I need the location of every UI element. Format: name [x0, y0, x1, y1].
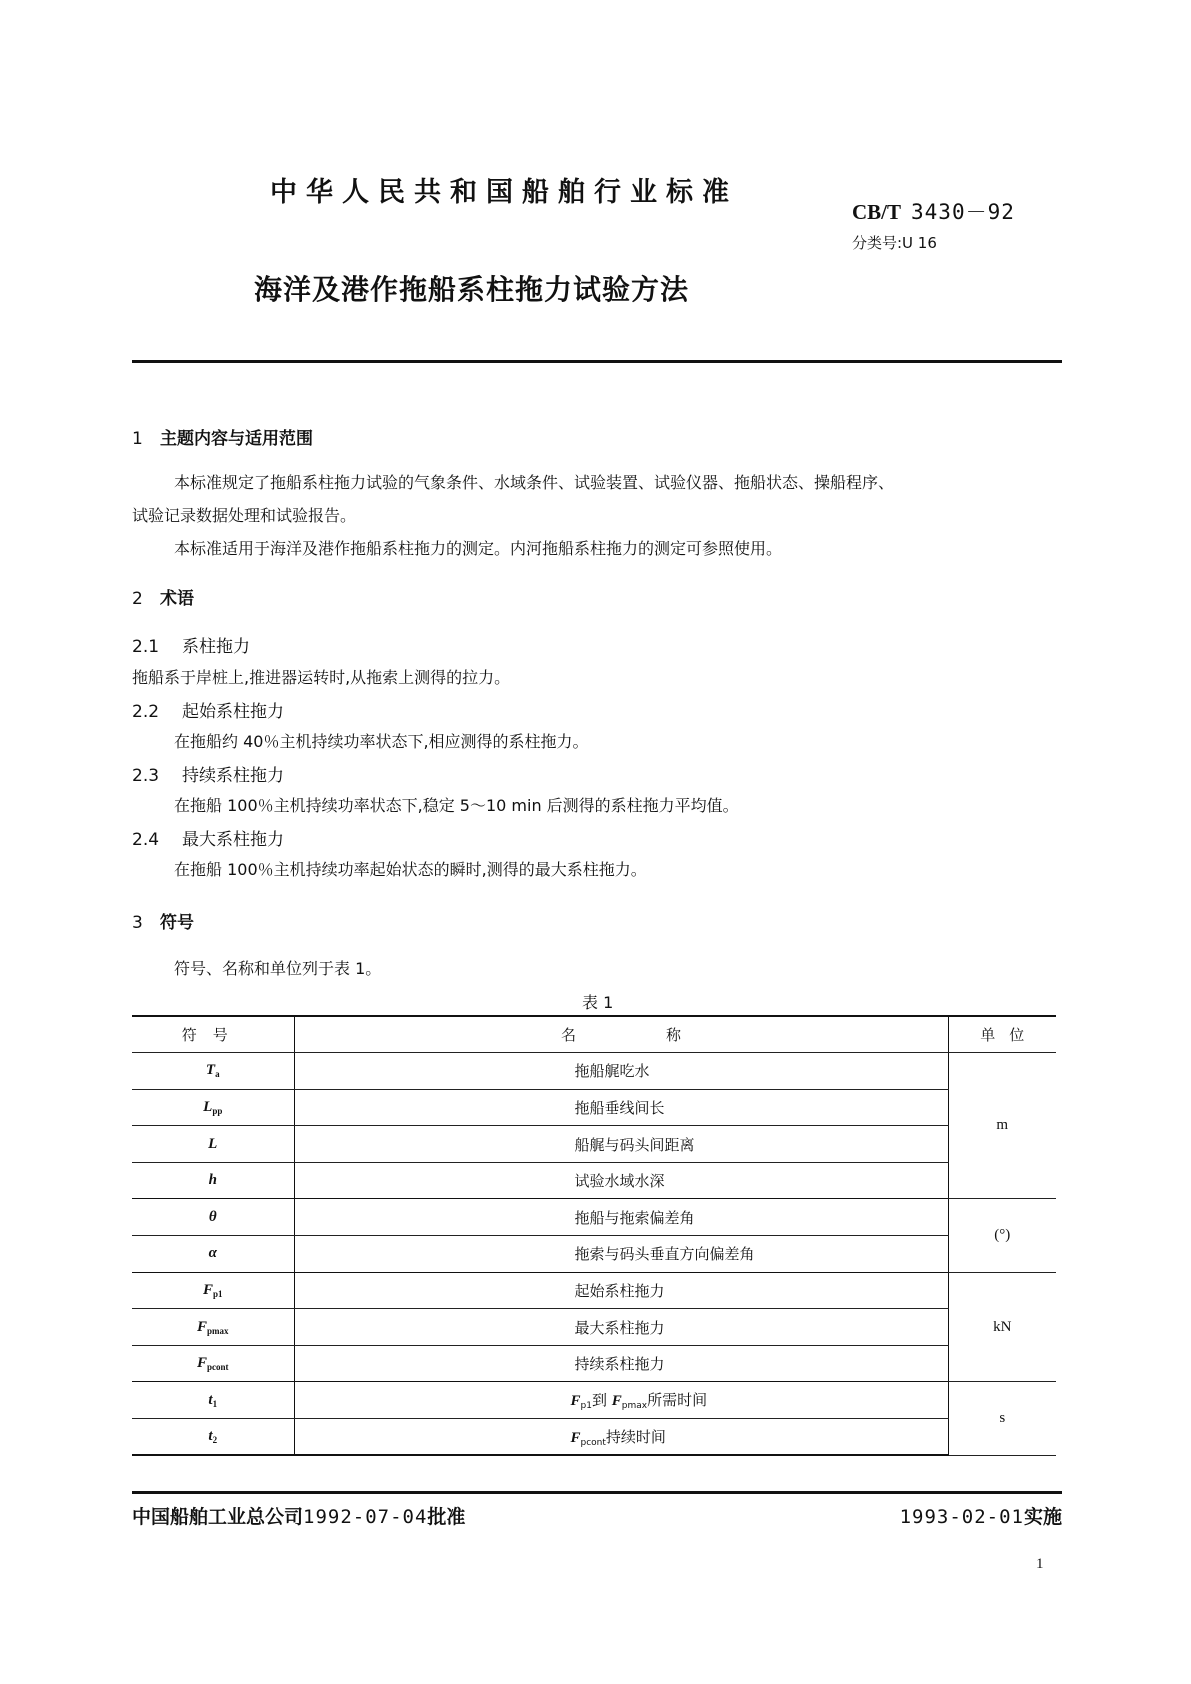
- header-unit: 单位: [948, 1016, 1056, 1053]
- unit-cell-degree: (°): [948, 1199, 1056, 1272]
- symbol-cell: $t_2$: [132, 1419, 294, 1456]
- name-cell: 持续系柱拖力: [294, 1345, 948, 1382]
- header-name: 名 称: [294, 1016, 948, 1053]
- section-3-intro: 符号、名称和单位列于表 1。: [174, 959, 382, 978]
- header-symbol: 符号: [132, 1016, 294, 1053]
- table-row: [132, 1236, 1056, 1273]
- symbol-cell: θ: [132, 1199, 294, 1236]
- table-row: [132, 1053, 1056, 1090]
- name-cell: 拖船艉吃水: [294, 1053, 948, 1090]
- table-row: [132, 1419, 1056, 1456]
- symbol-cell: $t_1$: [132, 1382, 294, 1419]
- table-row: [132, 1309, 1056, 1346]
- term-2-3-heading: 2.3 持续系柱拖力: [132, 766, 284, 786]
- term-2-1-definition: 拖船系于岸桩上,推进器运转时,从拖索上测得的拉力。: [132, 668, 511, 687]
- section-1-para-2: 本标准适用于海洋及港作拖船系柱拖力的测定。内河拖船系柱拖力的测定可参照使用。: [174, 539, 783, 558]
- table-row: [132, 1199, 1056, 1236]
- symbol-cell: h: [132, 1162, 294, 1199]
- unit-cell-m: m: [948, 1053, 1056, 1199]
- standard-number: 3430－92: [911, 200, 1015, 224]
- term-2-4-heading: 2.4 最大系柱拖力: [132, 830, 284, 850]
- header-divider: [132, 360, 1062, 363]
- table-row: [132, 1382, 1056, 1419]
- term-2-3-definition: 在拖船 100％主机持续功率状态下,稳定 5～10 min 后测得的系柱拖力平均值。: [174, 796, 739, 815]
- table-row: [132, 1089, 1056, 1126]
- name-cell: $F_{p1}$到 $F_{pmax}$所需时间: [294, 1382, 948, 1419]
- table-row: [132, 1272, 1056, 1309]
- classification-number: 分类号:U 16: [852, 234, 937, 252]
- name-cell: 船艉与码头间距离: [294, 1126, 948, 1163]
- name-cell: 拖索与码头垂直方向偏差角: [294, 1236, 948, 1273]
- name-cell: 拖船与拖索偏差角: [294, 1199, 948, 1236]
- unit-cell-kn: kN: [948, 1272, 1056, 1382]
- symbol-cell: $L_{pp}$: [132, 1089, 294, 1126]
- term-2-4-definition: 在拖船 100％主机持续功率起始状态的瞬时,测得的最大系柱拖力。: [174, 860, 647, 879]
- table-row: [132, 1162, 1056, 1199]
- name-cell: $F_{pcont}$持续时间: [294, 1419, 948, 1456]
- name-cell: 试验水域水深: [294, 1162, 948, 1199]
- standard-code: [852, 196, 1015, 226]
- term-2-2-heading: 2.2 起始系柱拖力: [132, 702, 284, 722]
- table-1-caption: 表 1: [582, 993, 614, 1012]
- section-1-para-1-line-1: 本标准规定了拖船系柱拖力试验的气象条件、水域条件、试验装置、试验仪器、拖船状态、操船程序、: [174, 473, 895, 492]
- section-3-heading: 3 符号: [132, 913, 194, 933]
- table-row: [132, 1126, 1056, 1163]
- approval-statement: 中国船舶工业总公司1992-07-04批准: [132, 1506, 466, 1528]
- standard-title: 中华人民共和国船舶行业标准: [270, 177, 738, 208]
- symbol-cell: L: [132, 1126, 294, 1163]
- symbol-cell: α: [132, 1236, 294, 1273]
- footer-divider: [132, 1491, 1062, 1494]
- section-1-heading: 1 主题内容与适用范围: [132, 429, 313, 449]
- page-number: 1: [1036, 1556, 1044, 1572]
- symbol-cell: $F_{pmax}$: [132, 1309, 294, 1346]
- symbols-table: [132, 1015, 1056, 1456]
- term-2-2-definition: 在拖船约 40％主机持续功率状态下,相应测得的系柱拖力。: [174, 732, 589, 751]
- table-header-row: [132, 1016, 1056, 1053]
- table-row: [132, 1345, 1056, 1382]
- name-cell: 最大系柱拖力: [294, 1309, 948, 1346]
- symbol-cell: $F_{p1}$: [132, 1272, 294, 1309]
- term-2-1-heading: 2.1 系柱拖力: [132, 637, 250, 657]
- unit-cell-s: s: [948, 1382, 1056, 1455]
- name-cell: 起始系柱拖力: [294, 1272, 948, 1309]
- name-cell: 拖船垂线间长: [294, 1089, 948, 1126]
- symbol-cell: $F_{pcont}$: [132, 1345, 294, 1382]
- document-title: 海洋及港作拖船系柱拖力试验方法: [254, 273, 690, 306]
- section-2-heading: 2 术语: [132, 589, 194, 609]
- standard-prefix: CB/T: [852, 200, 902, 224]
- effective-statement: 1993-02-01实施: [899, 1506, 1062, 1528]
- section-1-para-1-line-2: 试验记录数据处理和试验报告。: [132, 506, 357, 525]
- symbol-cell: $T_a$: [132, 1053, 294, 1090]
